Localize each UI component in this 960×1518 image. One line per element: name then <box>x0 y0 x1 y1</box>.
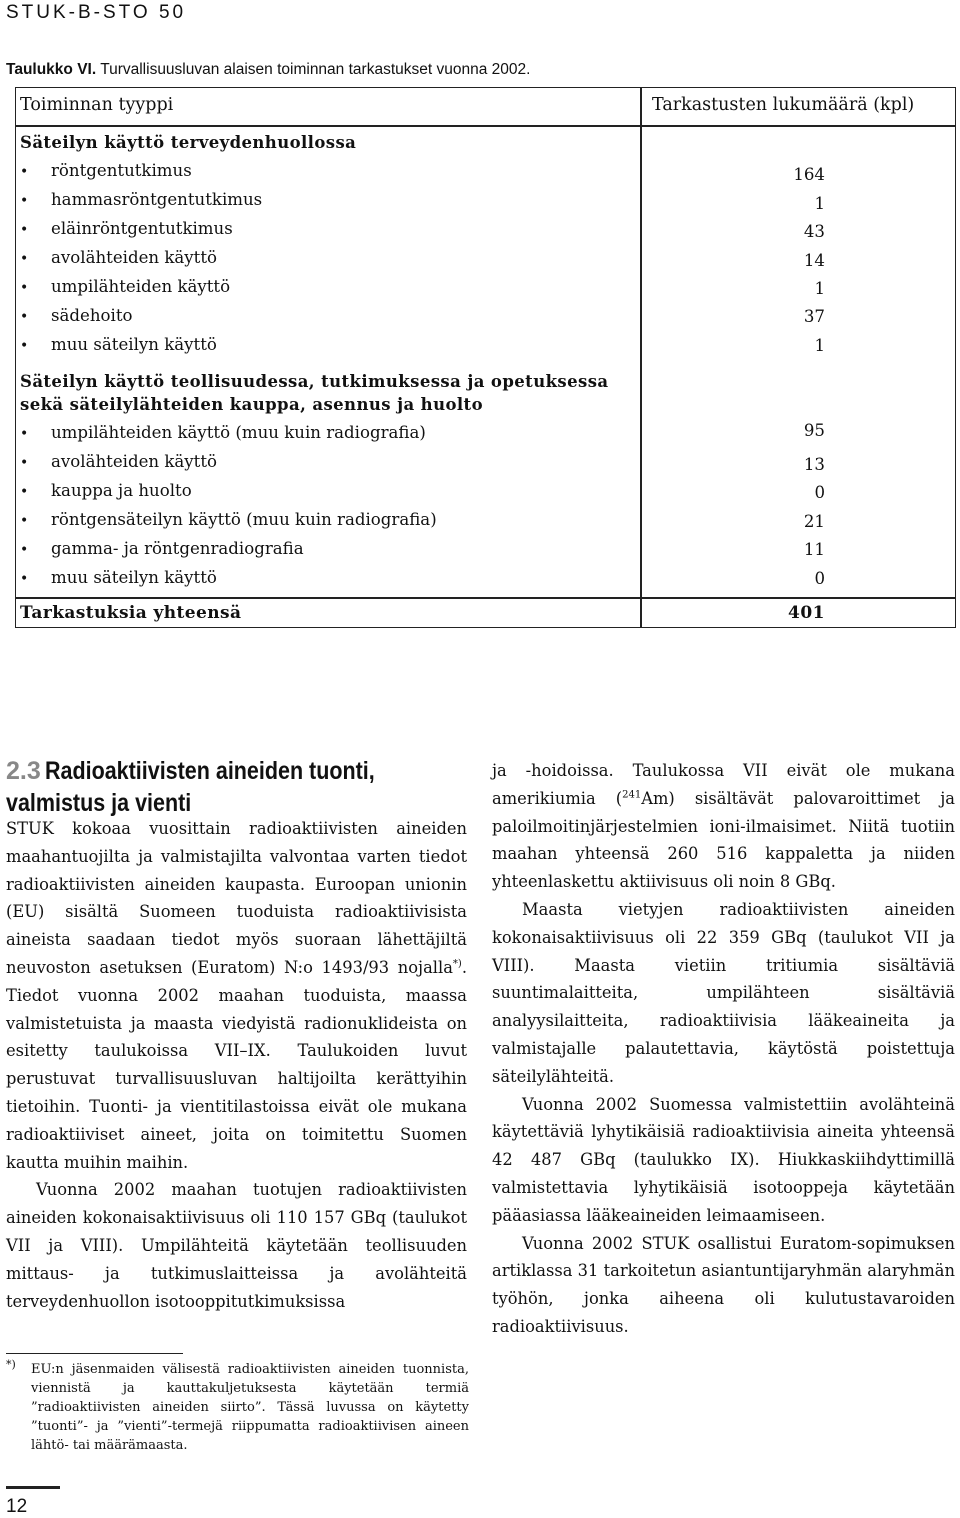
table-section-industry-line2: sekä säteilylähteiden kauppa, asennus ja huolto <box>20 395 483 414</box>
table-column-divider <box>640 87 642 628</box>
body-column-left <box>6 815 467 1315</box>
footnote-mark: *) <box>6 1358 16 1371</box>
table-row-value: 0 <box>814 569 825 588</box>
table-row: • avolähteiden käyttö <box>20 452 217 471</box>
section-heading <box>6 757 476 821</box>
table-caption-label: Taulukko VI. <box>6 61 97 78</box>
table-caption <box>6 61 530 79</box>
table-row-value: 21 <box>803 512 825 531</box>
table-row: • umpilähteiden käyttö <box>20 277 231 296</box>
footnote-text: EU:n jäsenmaiden välisestä radioaktiivisten aineiden tuonnista, viennistä ja kauttakuljetuksesta käytetään termiä ”radioaktiivisten aineiden siirto”. Tässä luvussa on käytetty ”tuonti”- ja ”vienti”-termejä riippumatta radioaktiivisen aineen lähtö- tai määrämaasta. <box>31 1362 469 1453</box>
footnote-rule <box>6 1353 183 1354</box>
table-row: • muu säteilyn käyttö <box>20 568 217 587</box>
table-row-value: 164 <box>793 165 825 184</box>
table-row: • sädehoito <box>20 306 133 325</box>
body-column-right <box>492 757 955 1341</box>
paragraph: Vuonna 2002 STUK osallistui Euratom-sopimuksen artiklassa 31 tarkoitetun asiantuntijaryhmän alaryhmän työhön, jonka aiheena oli kulutustavaroiden radioaktiivisuus. <box>492 1233 955 1336</box>
table-total-label: Tarkastuksia yhteensä <box>20 603 242 623</box>
footnote-reference: *) <box>452 958 462 970</box>
paragraph: STUK kokoaa vuosittain radioaktiivisten aineiden maahantuojilta ja valmistajilta valvontaa varten tiedot radioaktiivisten aineiden kaupasta. Euroopan unionin (EU) sisältä Suomeen tuoduista radioaktiivisista aineista saadaan tiedot myös suoraan lähettäjiltä neuvoston asetuksen (Euratom) N:o 1493/93 nojalla*). Tiedot vuonna 2002 maahan tuoduista, maassa valmistetuista ja maasta viedyistä radionuklideista on esitetty taulukoissa VII–IX. Taulukoiden luvut perustuvat turvallisuusluvan haltijoilta kerättyihin tietoihin. Tuonti- ja vientitilastoissa eivät ole mukana radioaktiiviset aineet, joita on toimitettu Suomen kautta muihin maihin. <box>6 819 467 1172</box>
table-row-value: 43 <box>803 222 825 241</box>
section-title-line2: valmistus ja vienti <box>6 789 192 817</box>
table-row: • avolähteiden käyttö <box>20 248 217 267</box>
table-section-healthcare: Säteilyn käyttö terveydenhuollossa <box>20 133 357 152</box>
table-row: • röntgensäteilyn käyttö (muu kuin radiografia) <box>20 510 437 529</box>
table-row-value: 1 <box>814 194 825 213</box>
table-row: • umpilähteiden käyttö (muu kuin radiografia) <box>20 423 426 442</box>
section-title-line1: Radioaktiivisten aineiden tuonti, <box>45 757 375 785</box>
table-row-value: 11 <box>803 540 825 559</box>
table-header-count: Tarkastusten lukumäärä (kpl) <box>652 95 915 115</box>
isotope-mass-number: 241 <box>622 789 642 801</box>
table-header-rule <box>15 125 956 127</box>
table-row-value: 13 <box>803 455 825 474</box>
running-header: STUK-B-STO 50 <box>6 2 187 23</box>
table-total-rule <box>15 597 956 599</box>
table-row-value: 14 <box>803 251 825 270</box>
page-number: 12 <box>6 1496 28 1517</box>
table-section-industry <box>20 370 608 416</box>
table-total-value: 401 <box>788 603 825 623</box>
table-row: • kauppa ja huolto <box>20 481 192 500</box>
table-section-industry-line1: Säteilyn käyttö teollisuudessa, tutkimuksessa ja opetuksessa <box>20 372 609 391</box>
table-row-value: 0 <box>814 483 825 502</box>
paragraph: Vuonna 2002 Suomessa valmistettiin avolähteinä käytettäviä lyhytikäisiä radioaktiivisia aineita yhteensä 42 487 GBq (taulukko IX). Hiukkaskiihdyttimillä valmistettavia lyhytikäisiä isotooppeja käytetään pääasiassa lääkeaineiden leimaamiseen. <box>492 1094 955 1225</box>
table-row-value: 1 <box>814 336 825 355</box>
paragraph: Maasta vietyjen radioaktiivisten aineiden kokonaisaktiivisuus oli 22 359 GBq (taulukot VII ja VIII). Maasta vietiin tritiumia sisältäviä suuntimalaitteita, umpilähteen sisältäviä analyysilaitteita, radioaktiivisia lääkeaineita ja valmistajalle palautettavia, käytöstä poistettuja säteilylähteitä. <box>492 899 955 1086</box>
table-caption-text: Turvallisuusluvan alaisen toiminnan tarkastukset vuonna 2002. <box>100 61 531 78</box>
paragraph: ja -hoidoissa. Taulukossa VII eivät ole mukana amerikiumia ($^{241}$Am) sisältävät palovaroittimet ja paloilmoitinjärjestelmien ioni-ilmaisimet. Niitä tuotiin maahan yhteensä 260 516 kappaletta ja niiden yhteenlaskettu aktiivisuus oli noin 8 GBq. <box>492 761 955 892</box>
table-row: • gamma- ja röntgenradiografia <box>20 539 304 558</box>
paragraph: Vuonna 2002 maahan tuotujen radioaktiivisten aineiden kokonaisaktiivisuus oli 110 157 GBq (taulukot VII ja VIII). Umpilähteitä käytetään teollisuuden mittaus- ja tutkimuslaitteissa ja avolähteitä terveydenhuollon isotooppitutkimuksissa <box>6 1180 467 1311</box>
table-row: • muu säteilyn käyttö <box>20 335 217 354</box>
table-row-value: 37 <box>803 307 825 326</box>
table-row: • röntgentutkimus <box>20 161 192 180</box>
table-row: • hammasröntgentutkimus <box>20 190 263 209</box>
table-row-value: 1 <box>814 279 825 298</box>
section-number: 2.3 <box>6 757 41 785</box>
table-row: • eläinröntgentutkimus <box>20 219 233 238</box>
table-header-type: Toiminnan tyyppi <box>20 95 174 115</box>
page-number-rule <box>6 1486 60 1489</box>
table-row-value: 95 <box>803 421 825 440</box>
